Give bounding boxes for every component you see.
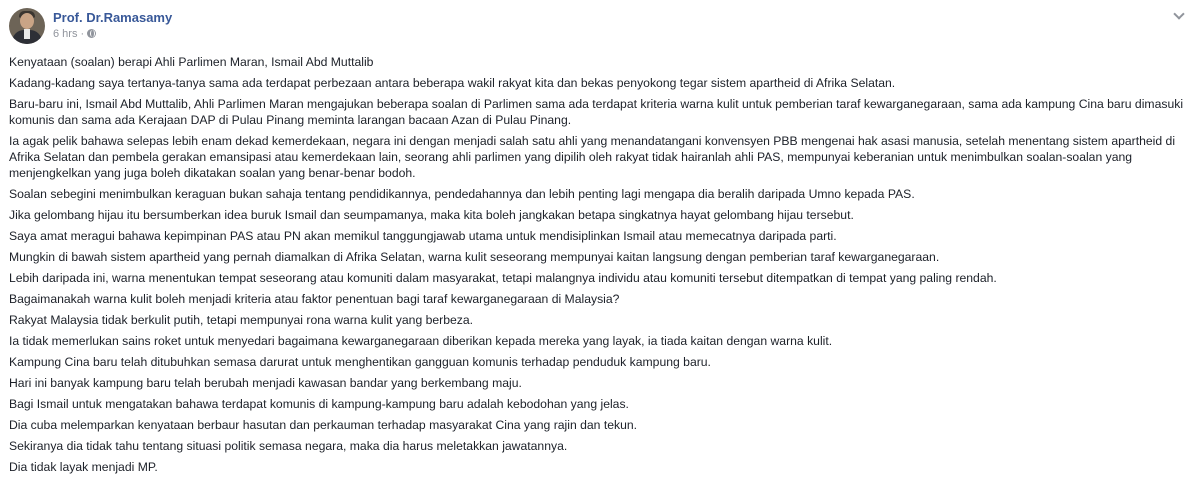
- author-name[interactable]: Prof. Dr.Ramasamy: [53, 10, 173, 25]
- meta-separator: ·: [80, 28, 85, 40]
- post-paragraph: Jika gelombang hijau itu bersumberkan idea buruk Ismail dan seumpamanya, maka kita boleh jangkakan betapa singkatnya hayat gelombang hijau tersebut.: [9, 208, 854, 222]
- post-paragraph: Kadang-kadang saya tertanya-tanya sama ada terdapat perbezaan antara beberapa wakil rakyat kita dan bekas penyokong tegar sistem apartheid di Afrika Selatan.: [9, 76, 896, 90]
- post-paragraph: Dia cuba melemparkan kenyataan berbaur hasutan dan perkauman terhadap masyarakat Cina yang rajin dan tekun.: [9, 418, 638, 432]
- post-paragraph: Bagi Ismail untuk mengatakan bahawa terdapat komunis di kampung-kampung baru adalah kebodohan yang jelas.: [9, 397, 629, 411]
- post-paragraph: Baru-baru ini, Ismail Abd Muttalib, Ahli Parlimen Maran mengajukan beberapa soalan di Parlimen sama ada terdapat kriteria warna kulit untuk pemberian taraf kewarganegaraan, sama ada kampung Cina baru dimasuki komunis dan sama ada Kerajaan DAP di Pulau Pinang meminta larangan bacaan Azan di Pulau Pinang.: [9, 97, 1184, 127]
- post-timestamp[interactable]: 6 hrs: [53, 28, 78, 40]
- post-paragraph: Bagaimanakah warna kulit boleh menjadi kriteria atau faktor penentuan bagi taraf kewarganegaraan di Malaysia?: [9, 292, 620, 306]
- post-paragraph: Mungkin di bawah sistem apartheid yang pernah diamalkan di Afrika Selatan, warna kulit seseorang mempunyai kaitan langsung dengan pemberian taraf kewarganegaraan.: [9, 250, 940, 264]
- post-meta: [53, 28, 96, 40]
- post-paragraph: Lebih daripada ini, warna menentukan tempat seseorang atau komuniti dalam masyarakat, tetapi malangnya individu atau komuniti tersebut ditempatkan di tempat yang paling rendah.: [9, 271, 997, 285]
- post-paragraph: Sekiranya dia tidak tahu tentang situasi politik semasa negara, maka dia harus meletakkan jawatannya.: [9, 439, 568, 453]
- post-paragraph: Saya amat meragui bahawa kepimpinan PAS atau PN akan memikul tanggungjawab utama untuk mendisiplinkan Ismail atau memecatnya daripada parti.: [9, 229, 837, 243]
- post-paragraph: Hari ini banyak kampung baru telah berubah menjadi kawasan bandar yang berkembang maju.: [9, 376, 522, 390]
- post-paragraph: Kenyataan (soalan) berapi Ahli Parlimen Maran, Ismail Abd Muttalib: [9, 55, 374, 69]
- post-paragraph: Ia tidak memerlukan sains roket untuk menyedari bagaimana kewarganegaraan diberikan kepada mereka yang layak, ia tiada kaitan dengan warna kulit.: [9, 334, 833, 348]
- post-paragraph: Kampung Cina baru telah ditubuhkan semasa darurat untuk menghentikan gangguan komunis terhadap penduduk kampung baru.: [9, 355, 711, 369]
- post-header: [9, 8, 1189, 44]
- post-paragraph: Soalan sebegini menimbulkan keraguan bukan sahaja tentang pendidikannya, pendedahannya dan lebih penting lagi mengapa dia beralih daripada Umno kepada PAS.: [9, 187, 915, 201]
- post-body: [9, 54, 1194, 480]
- post-options-button[interactable]: [1169, 8, 1189, 24]
- chevron-down-icon: [1173, 8, 1184, 19]
- post-paragraph: Dia tidak layak menjadi MP.: [9, 460, 158, 474]
- globe-icon[interactable]: [87, 29, 96, 38]
- author-avatar[interactable]: [9, 8, 45, 44]
- post-paragraph: Rakyat Malaysia tidak berkulit putih, tetapi mempunyai rona warna kulit yang berbeza.: [9, 313, 474, 327]
- post-paragraph: Ia agak pelik bahawa selepas lebih enam dekad kemerdekaan, negara ini dengan menjadi salah satu ahli yang menandatangani konvensyen PBB mengenai hak asasi manusia, setelah menentang sistem apartheid di Afrika Selatan dan pembela gerakan emansipasi atau kemerdekaan lain, seorang ahli parlimen yang dipilih oleh rakyat tidak hairanlah ahli PAS, mempunyai keberanian untuk menimbulkan soalan-soalan yang menjengkelkan yang juga boleh dikatakan soalan yang benar-benar bodoh.: [9, 134, 1176, 180]
